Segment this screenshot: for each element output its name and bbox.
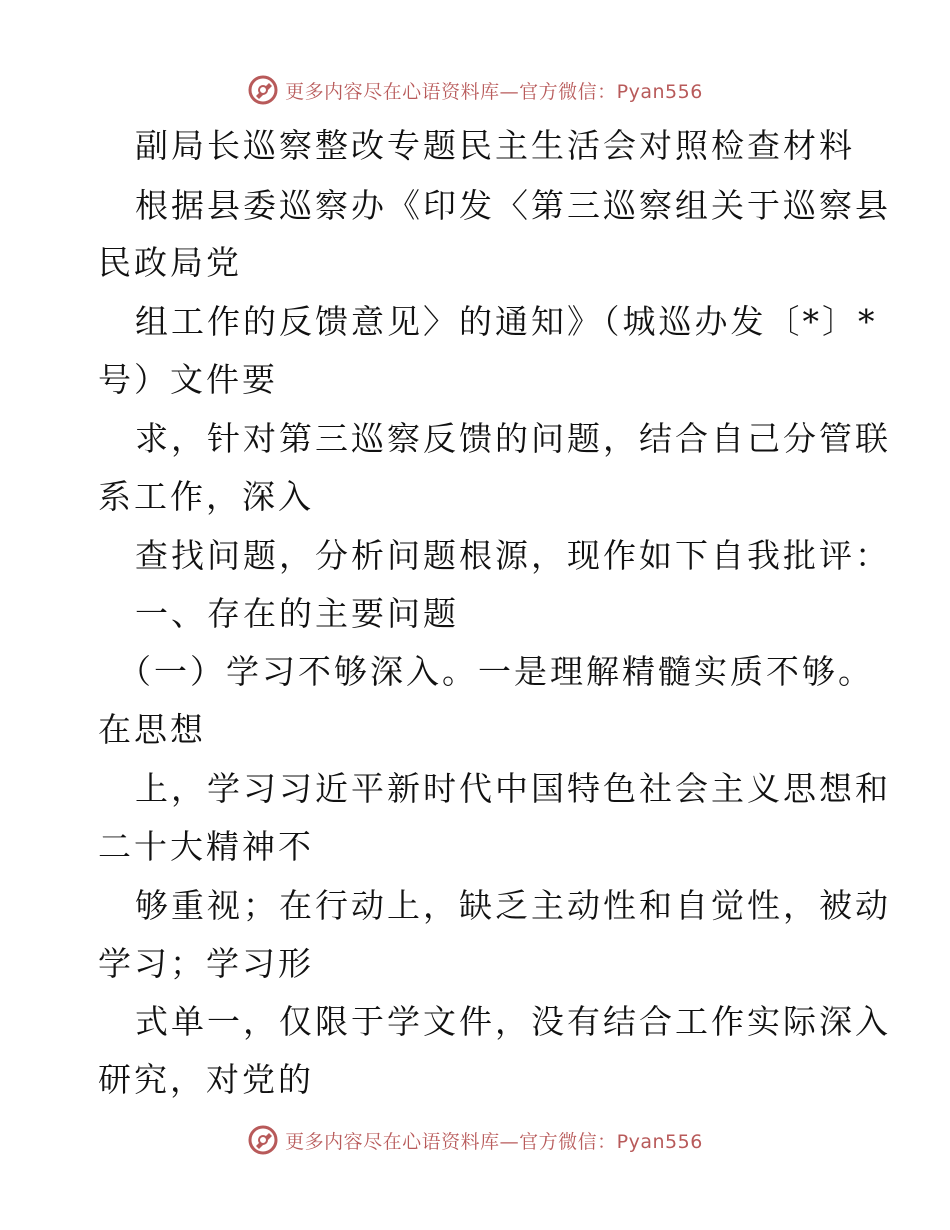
- text-line: 民政局党: [98, 243, 242, 282]
- text-line: 号）文件要: [98, 360, 278, 399]
- text-line: 组工作的反馈意见〉的通知》（城巡办发〔*〕*: [135, 302, 878, 341]
- watermark-text: 更多内容尽在心语资料库—官方微信：Pyan556: [285, 1130, 703, 1153]
- text-line: 二十大精神不: [98, 827, 314, 866]
- text-line: 上，学习习近平新时代中国特色社会主义思想和: [135, 769, 891, 808]
- footer-watermark: [0, 1120, 950, 1160]
- text-line: 式单一，仅限于学文件，没有结合工作实际深入: [135, 1002, 891, 1041]
- section-heading: 一、存在的主要问题: [135, 594, 459, 633]
- text-line: 在思想: [98, 710, 206, 749]
- text-line: 求，针对第三巡察反馈的问题，结合自己分管联: [135, 419, 891, 458]
- document-title: 副局长巡察整改专题民主生活会对照检查材料: [135, 126, 855, 165]
- text-line: 查找问题，分析问题根源，现作如下自我批评：: [135, 536, 891, 575]
- wechat-id: Pyan556: [616, 1130, 703, 1153]
- text-line: 根据县委巡察办《印发〈第三巡察组关于巡察县: [135, 186, 891, 225]
- text-line: （一）学习不够深入。一是理解精髓实质不够。: [118, 652, 874, 691]
- text-line: 研究，对党的: [98, 1060, 314, 1099]
- text-line: 系工作，深入: [98, 477, 314, 516]
- brand-logo-icon: [247, 1124, 279, 1156]
- text-line: 够重视；在行动上，缺乏主动性和自觉性，被动: [135, 886, 891, 925]
- header-watermark: [0, 70, 950, 110]
- wechat-id: Pyan556: [616, 80, 703, 103]
- brand-logo-icon: [247, 74, 279, 106]
- watermark-text: 更多内容尽在心语资料库—官方微信：Pyan556: [285, 80, 703, 103]
- text-line: 学习；学习形: [98, 944, 314, 983]
